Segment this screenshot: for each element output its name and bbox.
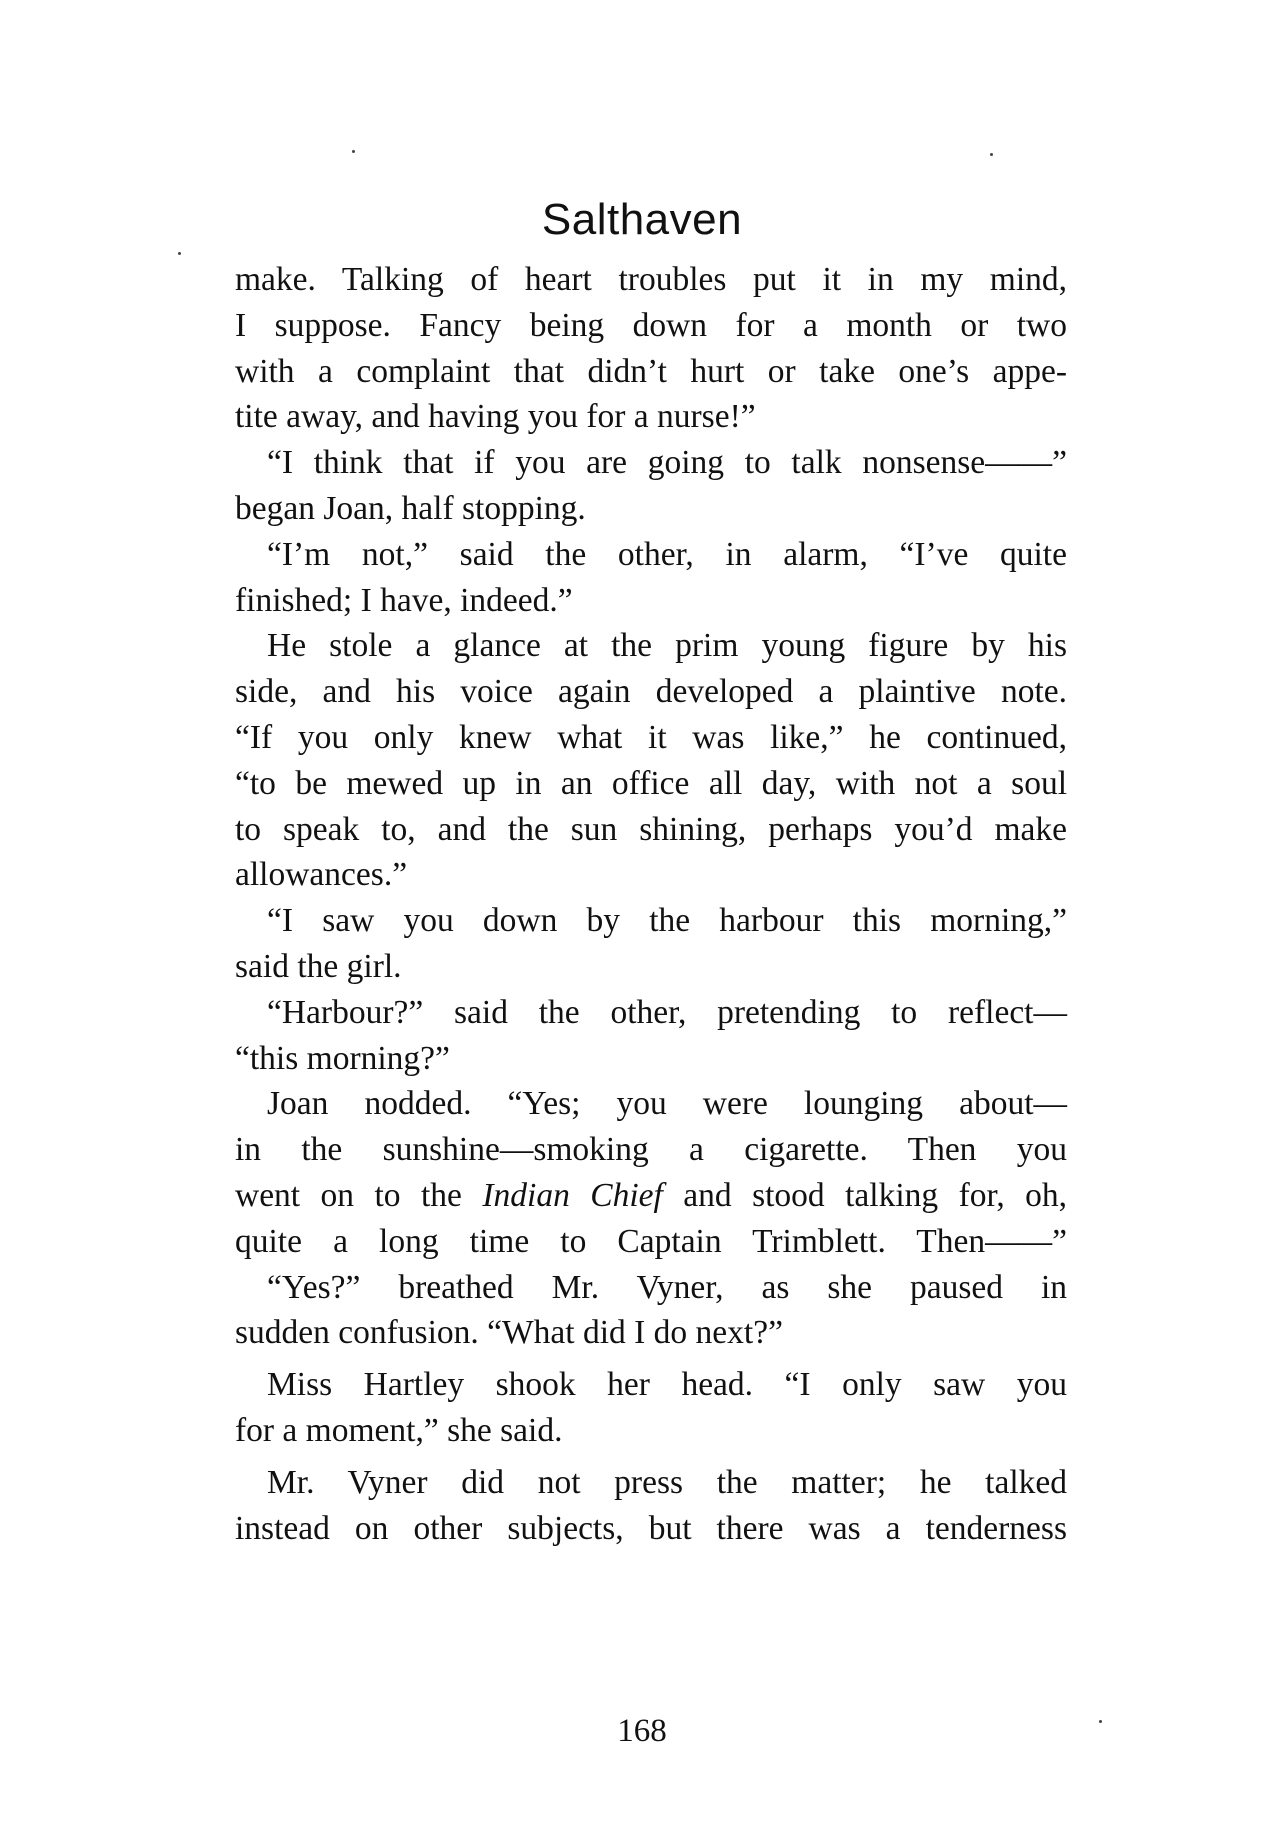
text-fragment: and stood talking for, oh,: [683, 1176, 1067, 1214]
text-line: “this morning?”: [235, 1039, 450, 1077]
paragraph-start: “Yes?” breathed Mr. Vyner, as she paused in: [267, 1268, 1067, 1306]
text-line: side, and his voice again developed a plaintive note.: [235, 673, 1067, 711]
text-line: for a moment,” she said.: [235, 1411, 563, 1449]
text-fragment: went on to the: [235, 1176, 462, 1214]
text-line: “If you only knew what it was like,” he continued,: [235, 718, 1067, 756]
print-speck: [352, 150, 355, 153]
text-line: began Joan, half stopping.: [235, 489, 586, 527]
text-line: with a complaint that didn’t hurt or take one’s appe-: [235, 352, 1067, 390]
text-line: I suppose. Fancy being down for a month or two: [235, 306, 1067, 344]
text-line-with-title: [235, 1173, 1067, 1219]
text-line: tite away, and having you for a nurse!”: [235, 398, 756, 436]
text-line: finished; I have, indeed.”: [235, 581, 573, 619]
text-line: quite a long time to Captain Trimblett. Then——”: [235, 1222, 1067, 1260]
page-number: 168: [617, 1713, 667, 1749]
paragraph-start: “I think that if you are going to talk nonsense——”: [267, 444, 1067, 482]
running-head: Salthaven: [541, 195, 743, 244]
text-line: said the girl.: [235, 947, 402, 985]
paragraph-start: “I saw you down by the harbour this morning,”: [267, 902, 1067, 940]
text-line: to speak to, and the sun shining, perhaps you’d make: [235, 810, 1067, 848]
paragraph-start: “Harbour?” said the other, pretending to reflect—: [267, 993, 1067, 1031]
paragraph-start: Mr. Vyner did not press the matter; he talked: [267, 1463, 1067, 1501]
paragraph-start: Joan nodded. “Yes; you were lounging about—: [267, 1085, 1067, 1123]
text-line: make. Talking of heart troubles put it in my mind,: [235, 261, 1067, 298]
ship-name: Indian Chief: [482, 1176, 663, 1214]
print-speck: [990, 153, 993, 156]
paragraph-start: Miss Hartley shook her head. “I only saw you: [267, 1366, 1067, 1404]
body-text: [235, 257, 1067, 1551]
print-speck: [178, 252, 181, 255]
text-line: “to be mewed up in an office all day, with not a soul: [235, 764, 1067, 802]
text-line: sudden confusion. “What did I do next?”: [235, 1314, 783, 1352]
paragraph-start: “I’m not,” said the other, in alarm, “I’ve quite: [267, 535, 1067, 573]
text-line: allowances.”: [235, 856, 408, 894]
text-line: instead on other subjects, but there was a tenderness: [235, 1509, 1067, 1547]
text-line: in the sunshine—smoking a cigarette. Then you: [235, 1131, 1067, 1169]
paragraph-start: He stole a glance at the prim young figure by his: [267, 627, 1067, 665]
